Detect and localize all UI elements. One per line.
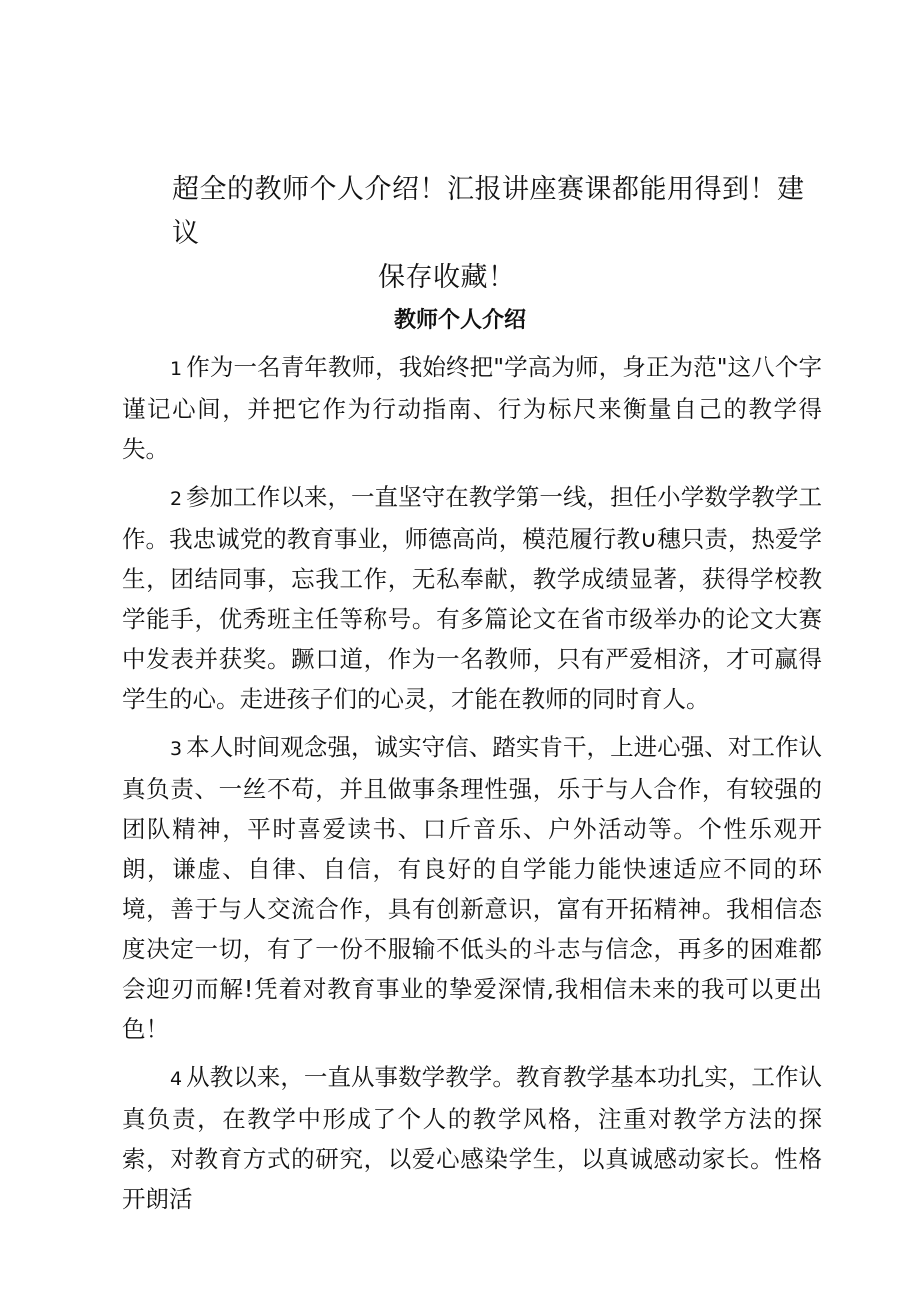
paragraph-text: 作为一名青年教师，我始终把"学高为师，身正为范"这八个字谨记心间，并把它作为行动指南、行为标尺来衡量自己的教学得失。 xyxy=(122,353,822,463)
paragraph-text: 本人时间观念强，诚实守信、踏实肯干，上进心强、对工作认真负责、一丝不苟，并且做事条理性强，乐于与人合作，有较强的团队精神，平时喜爱读书、口斤音乐、户外活动等。个性乐观开朗，谦虚、自律、自信，有良好的自学能力能快速适应不同的环境，善于与人交流合作，具有创新意识，富有开拓精神。我相信态度决定一切，有了一份不服输不低头的斗志与信念，再多的困难都会迎刃而解!凭着对教育事业的挚爱深情,我相信未来的我可以更出色！ xyxy=(122,733,822,1043)
paragraph-3 xyxy=(122,727,822,1049)
document-title-line-1: 超全的教师个人介绍！汇报讲座赛课都能用得到！建议 xyxy=(172,174,805,249)
paragraph-2 xyxy=(122,477,822,719)
paragraph-1 xyxy=(122,347,822,469)
paragraph-text: 从教以来，一直从事数学教学。教育教学基本功扎实，工作认真负责，在教学中形成了个人的教学风格，注重对教学方法的探索，对教育方式的研究，以爱心感染学生，以真诚感动家长。性格开朗活 xyxy=(122,1063,822,1213)
document-title-line-2: 保存收藏！ xyxy=(378,262,516,293)
section-heading: 教师个人介绍 xyxy=(393,308,526,333)
paragraph-number: 4 xyxy=(170,1068,183,1090)
document-body xyxy=(122,347,822,1227)
paragraph-text: 参加工作以来，一直坚守在教学第一线，担任小学数学教学工作。我忠诚党的教育事业，师德高尚，模范履行教∪穗只责，热爱学生，团结同事，忘我工作，无私奉献，教学成绩显著，获得学校教学能手，优秀班主任等称号。有多篇论文在省市级举办的论文大赛中发表并获奖。蹶口道，作为一名教师，只有严爱相济，才可赢得学生的心。走进孩子们的心灵，才能在教师的同时育人。 xyxy=(122,483,822,713)
paragraph-4 xyxy=(122,1057,822,1219)
paragraph-number: 1 xyxy=(170,358,183,380)
paragraph-number: 3 xyxy=(170,738,183,760)
document-title xyxy=(172,168,822,300)
paragraph-number: 2 xyxy=(170,488,183,510)
